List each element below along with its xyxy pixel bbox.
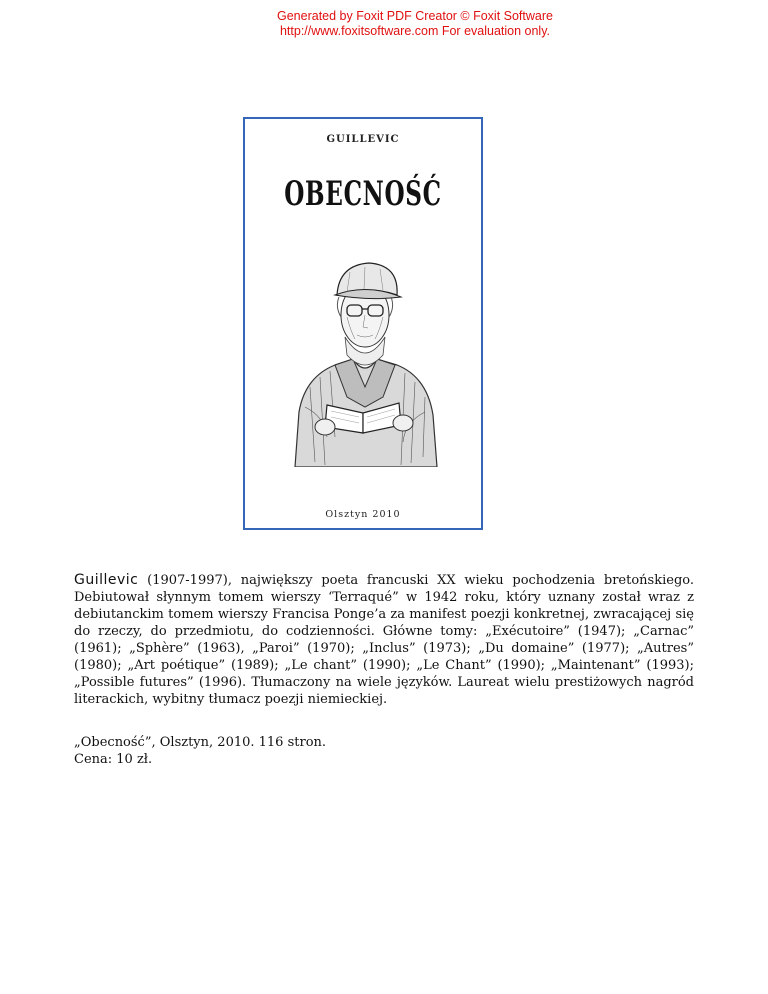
- cover-imprint: Olsztyn 2010: [325, 509, 401, 520]
- author-name: Guillevic: [74, 572, 139, 588]
- watermark-line-2: http://www.foxitsoftware.com For evaluation only.: [279, 24, 551, 38]
- author-biography: [74, 572, 694, 708]
- book-info: [74, 734, 694, 768]
- cover-author: GUILLEVIC: [326, 134, 400, 145]
- book-cover: [243, 117, 483, 530]
- book-price: Cena: 10 zł.: [74, 752, 153, 767]
- poet-portrait-illustration: [265, 237, 465, 467]
- biography-text: (1907-1997), największy poeta francuski XX wieku pochodzenia bretońskiego. Debiutował słynnym tomem wierszy ‘Terraqué” w 1942 roku, który uznany został wraz z debiutanckim tomem wierszy Francisa Ponge’a za manifest poezji konkretnej, zwracającej się do rzeczy, do przedmiotu, do codzienności. Główne tomy: „Exécutoire” (1947); „Carnac” (1961); „Sphère” (1963), „Paroi” (1970); „Inclus” (1973); „Du domaine” (1977); „Autres” (1980); „Art poétique” (1989); „Le chant” (1990); „Le Chant” (1990); „Maintenant” (1993); „Possible futures” (1996). Tłumaczony na wiele języków. Laureat wielu prestiżowych nagród literackich, wybitny tłumacz poezji niemieckiej.: [74, 573, 694, 707]
- watermark-line-1: Generated by Foxit PDF Creator © Foxit Software: [277, 9, 553, 23]
- cover-title: OBECNOŚĆ: [284, 174, 442, 214]
- book-details: „Obecność”, Olsztyn, 2010. 116 stron.: [74, 735, 327, 750]
- pdf-watermark: [0, 9, 768, 39]
